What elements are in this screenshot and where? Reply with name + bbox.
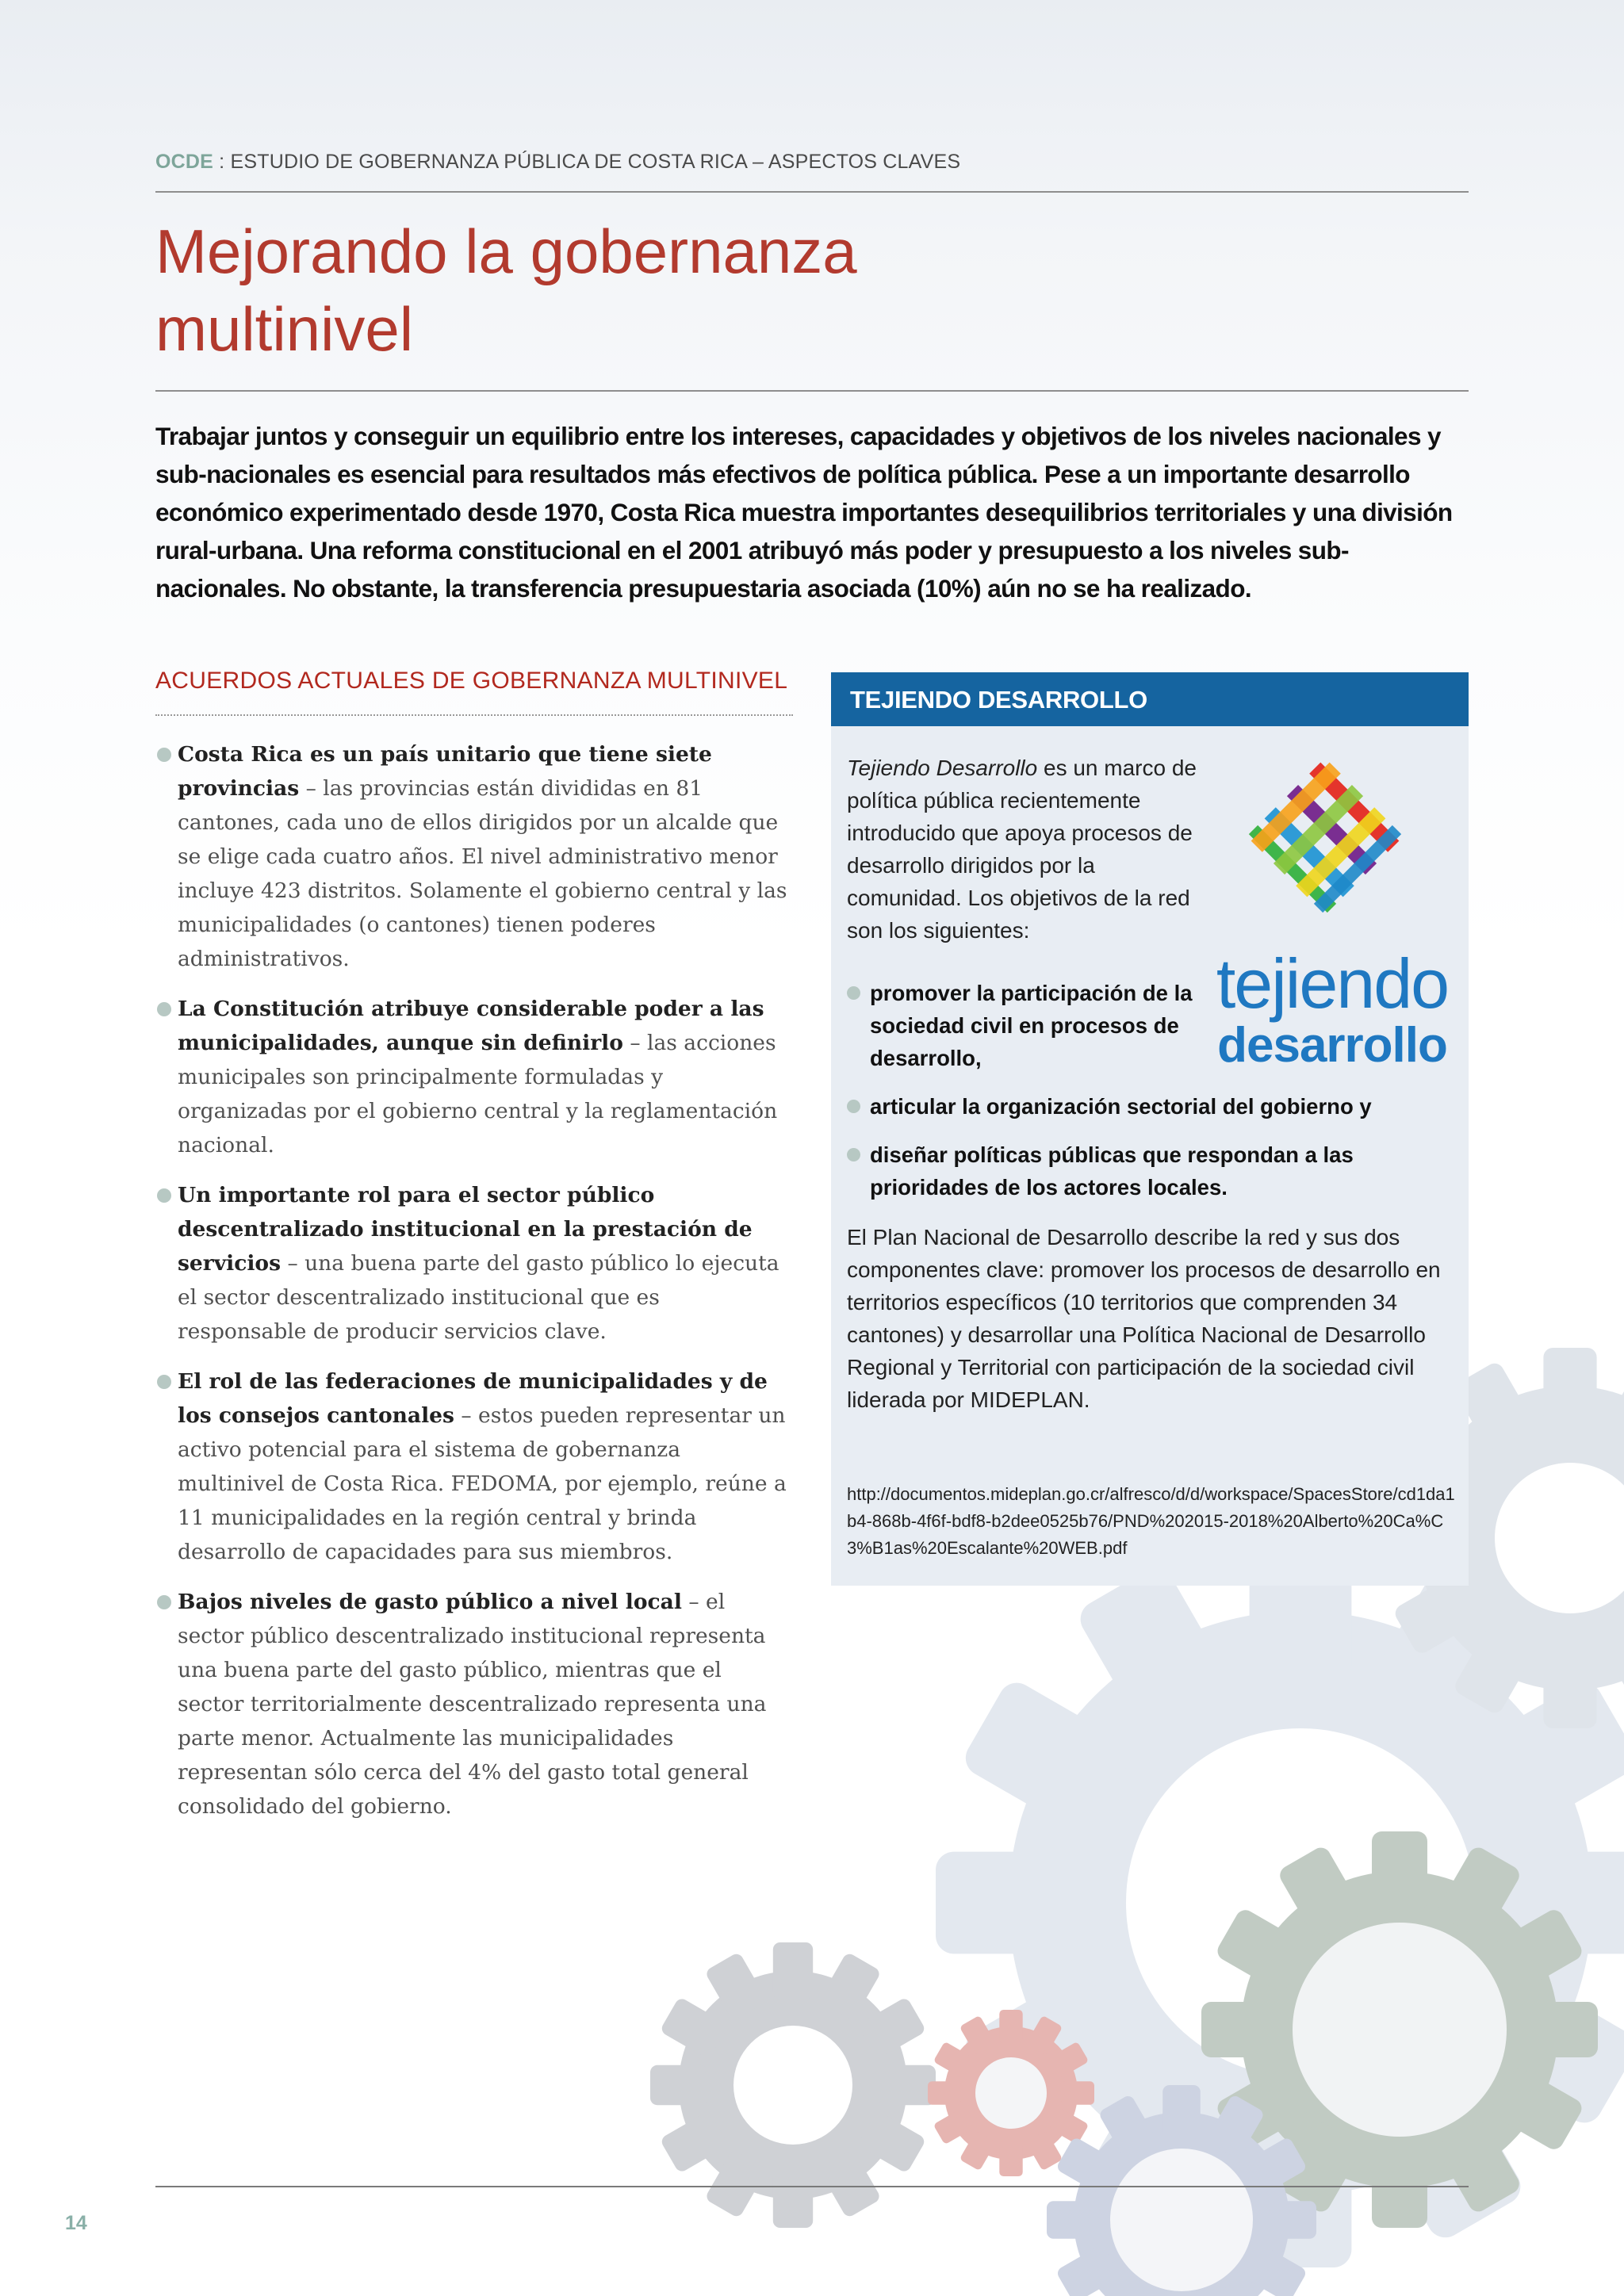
box-paragraph: El Plan Nacional de Desarrollo describe la red y sus dos componentes clave: promover los procesos de desarrollo en territorios específicos (10 territorios que comprenden 34 cantones) y desarrollar una Política Nacional de Desarrollo Regional y Territorial con participación de la sociedad civil liderada por MIDEPLAN. <box>847 1225 1441 1412</box>
lead-paragraph: Trabajar juntos y conseguir un equilibrio entre los intereses, capacidades y objetivos de los niveles nacionales y sub-nacionales es esencial para resultados más efectivos de política pública. Pese a un importante desarrollo económico experimentado desde 1970, Costa Rica muestra importantes desequilibrios territoriales y una división rural-urbana. Una reforma constitucional en el 2001 atribuyó más poder y presupuesto a los niveles sub-nacionales. No obstante, la transferencia presupuestaria asociada (10%) aún no se ha realizado. <box>155 422 1453 603</box>
header-text: : ESTUDIO DE GOBERNANZA PÚBLICA DE COSTA RICA – ASPECTOS CLAVES <box>213 151 961 173</box>
list-item-text: – estos pueden representar un activo potencial para el sistema de gobernanza multinivel de Costa Rica. FEDOMA, por ejemplo, reúne a 11 municipalidades en la región central y brinda desarrollo de capacidades para sus miembros. <box>178 1403 787 1564</box>
section-divider <box>155 714 793 716</box>
list-item <box>155 737 790 976</box>
section-heading: ACUERDOS ACTUALES DE GOBERNANZA MULTINIVEL <box>155 668 788 694</box>
governance-list <box>155 737 790 1839</box>
box-intro <box>847 752 1212 947</box>
list-item-lead: La Constitución atribuye considerable poder a las municipalidades, aunque sin definirlo <box>178 997 764 1055</box>
header-brand: OCDE <box>155 151 214 173</box>
footer-divider <box>155 2186 1469 2187</box>
bullet-icon <box>847 986 860 1000</box>
box-intro-text: es un marco de política pública recientemente introducido que apoya procesos de desarrollo dirigidos por la comunidad. Los objetivos de la red son los siguientes: <box>847 756 1197 943</box>
list-item <box>155 992 790 1162</box>
list-item <box>155 1178 790 1349</box>
list-item-lead: Bajos niveles de gasto público a nivel local <box>178 1590 682 1614</box>
list-item-text: – una buena parte del gasto público lo ejecuta el sector descentralizado institucional que es responsable de producir servicios clave. <box>178 1251 779 1344</box>
list-item <box>155 1364 790 1569</box>
box-heading: TEJIENDO DESARROLLO <box>831 672 1469 726</box>
box-intro-italic: Tejiendo Desarrollo <box>847 756 1038 780</box>
title-divider <box>155 390 1469 392</box>
source-link[interactable]: http://documentos.mideplan.go.cr/alfresco/d/d/workspace/SpacesStore/cd1da1b4-868b-4f6f-bdf8-b2dee0525b76/PND%202015-2018%20Alberto%20Ca%C3%B1as%20Escalante%20WEB.pdf <box>847 1484 1455 1558</box>
list-item-lead: El rol de las federaciones de municipalidades y de los consejos cantonales <box>178 1369 768 1428</box>
list-item-text: – las provincias están divididas en 81 cantones, cada uno de ellos dirigidos por un alcalde que se elige cada cuatro años. El nivel administrativo menor incluye 423 distritos. Solamente el gobierno central y las municipalidades (o cantones) tienen poderes administrativos. <box>178 776 787 971</box>
header-divider <box>155 191 1469 193</box>
tejiendo-logo-icon <box>1234 745 1416 928</box>
list-item <box>847 977 1203 1074</box>
bullet-icon <box>157 748 171 762</box>
bullet-icon <box>847 1100 860 1113</box>
list-item-text: – el sector público descentralizado institucional representa una buena parte del gasto público, mientras que el sector territorialmente descentralizado representa una parte menor. Actualmente las municipalidades representan sólo cerca del 4% del gasto total general consolidado del gobierno. <box>178 1590 767 1819</box>
bullet-icon <box>157 1595 171 1609</box>
page-title-line-2: multinivel <box>155 294 414 364</box>
running-header <box>155 151 1469 174</box>
bullet-icon <box>847 1148 860 1161</box>
list-item-text: – las acciones municipales son principalmente formuladas y organizadas por el gobierno central y la reglamentación nacional. <box>178 1031 778 1158</box>
page-number: 14 <box>65 2212 87 2234</box>
logo-wordmark-top: tejiendo <box>1216 944 1449 1023</box>
page-title <box>155 212 1107 368</box>
bullet-icon <box>157 1002 171 1016</box>
logo-wordmark-bottom: desarrollo <box>1217 1018 1447 1073</box>
bullet-icon <box>157 1375 171 1389</box>
list-item-lead: Costa Rica es un país unitario que tiene siete provincias <box>178 742 712 801</box>
list-item-text: promover la participación de la sociedad civil en procesos de desarrollo, <box>870 981 1193 1070</box>
list-item <box>847 1090 1457 1123</box>
list-item <box>847 1138 1457 1203</box>
list-item-text: diseñar políticas públicas que respondan a las prioridades de los actores locales. <box>870 1142 1354 1200</box>
list-item-text: articular la organización sectorial del gobierno y <box>870 1094 1372 1119</box>
page-title-line-1: Mejorando la gobernanza <box>155 216 857 286</box>
list-item-lead: Un importante rol para el sector público descentralizado institucional en la prestación de servicios <box>178 1183 753 1276</box>
list-item <box>155 1585 790 1823</box>
bullet-icon <box>157 1188 171 1203</box>
